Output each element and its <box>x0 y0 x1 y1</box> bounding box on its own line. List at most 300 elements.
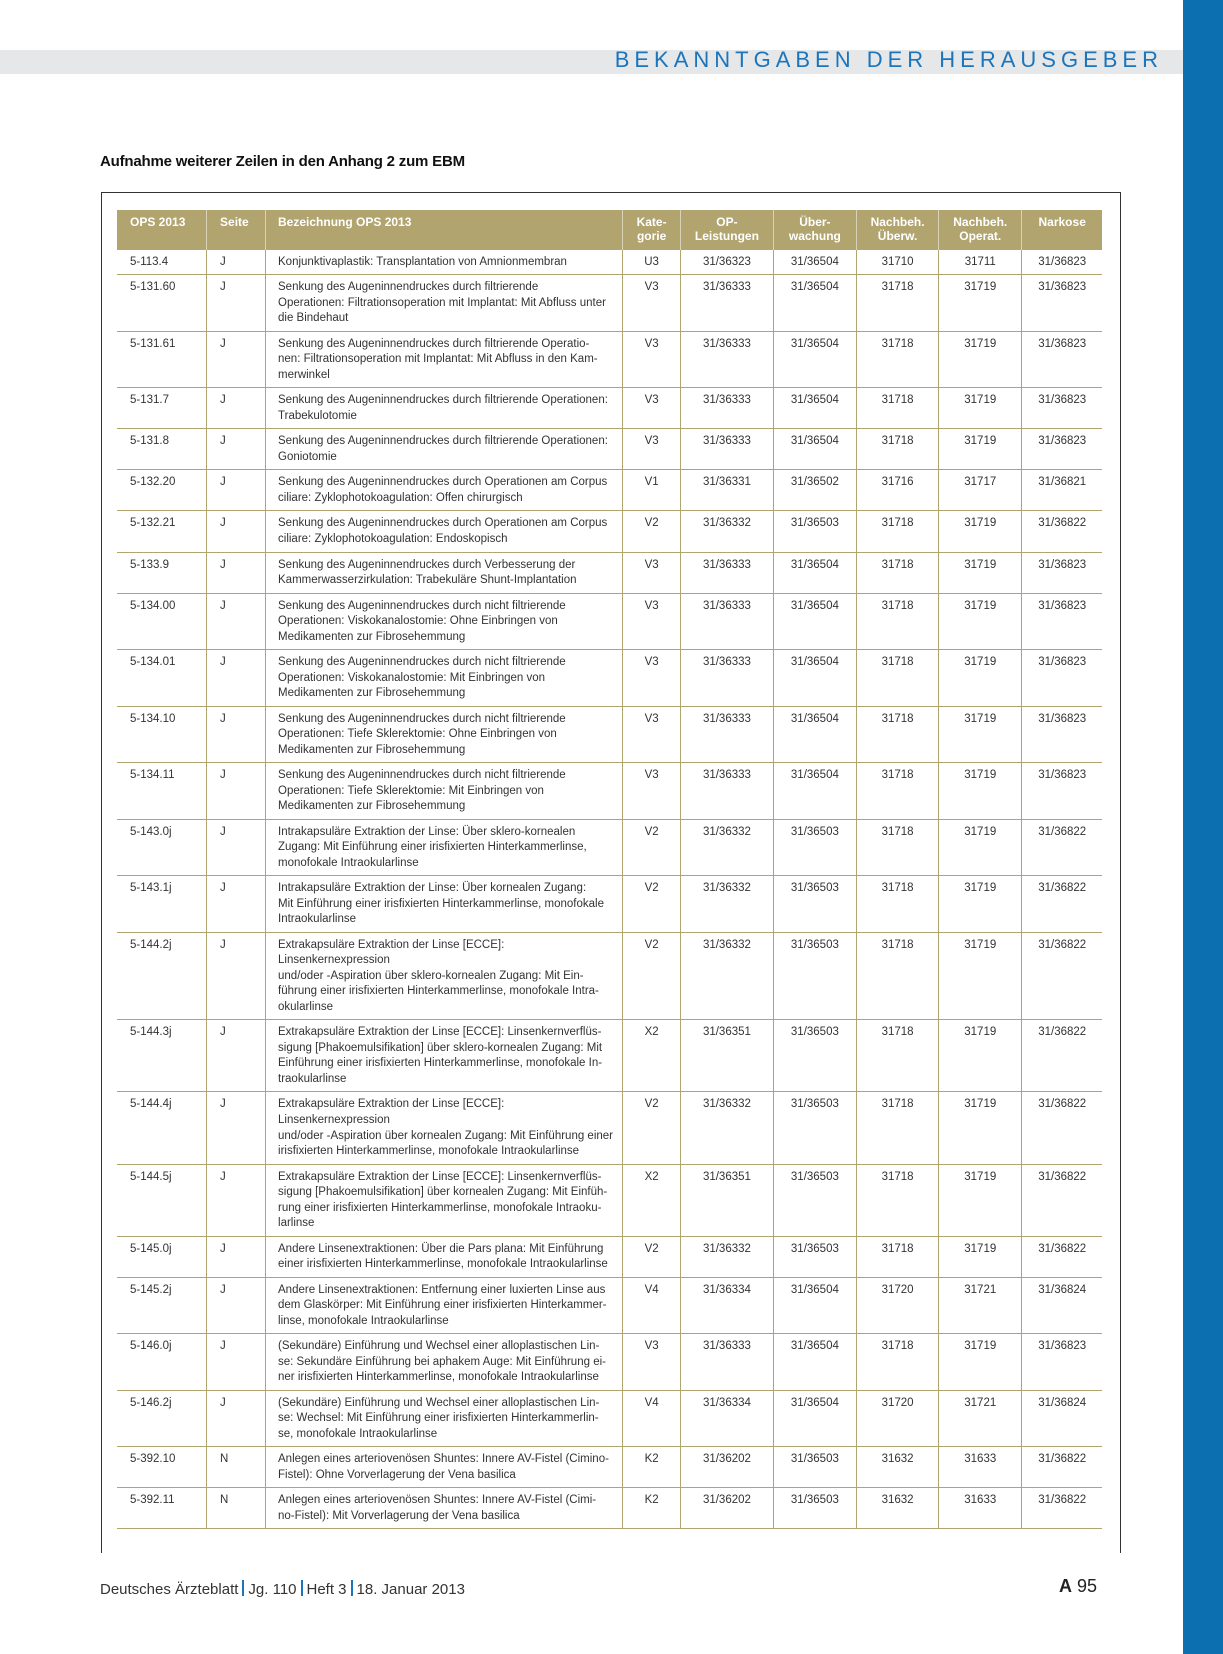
footer-volume: Jg. 110 <box>248 1581 297 1598</box>
cell-nachbeh-operat: 31719 <box>939 1334 1022 1391</box>
bezeichnung-line: Kammerwasserzirkulation: Trabekuläre Shunt-Implantation <box>278 574 577 587</box>
table-body <box>117 250 1102 1529</box>
cell-ops-code: 5-144.4j <box>117 1092 207 1164</box>
column-header-line: Kate- <box>636 215 667 229</box>
cell-ops-code: 5-134.00 <box>117 593 207 650</box>
cell-ops-code: 5-144.5j <box>117 1164 207 1236</box>
cell-nachbeh-ueberw: 31718 <box>857 1164 939 1236</box>
cell-kategorie: V3 <box>623 1334 681 1391</box>
bezeichnung-line: Intrakapsuläre Extraktion der Linse: Über kornealen Zugang: <box>278 882 587 895</box>
bezeichnung-line: monofokale Intraokularlinse <box>278 856 419 869</box>
bezeichnung-line: traokularlinse <box>278 1072 347 1085</box>
cell-seite: J <box>207 593 266 650</box>
table-row <box>117 1236 1102 1277</box>
bezeichnung-line: Medikamenten zur Fibrosehemmung <box>278 800 466 813</box>
cell-op-leistungen: 31/36334 <box>681 1277 774 1334</box>
bezeichnung-line: Goniotomie <box>278 450 337 463</box>
cell-op-leistungen: 31/36331 <box>681 470 774 511</box>
cell-nachbeh-ueberw: 31718 <box>857 876 939 933</box>
cell-op-leistungen: 31/36333 <box>681 763 774 820</box>
bezeichnung-line: Operationen: Tiefe Sklerektomie: Mit Einbringen von <box>278 784 544 797</box>
table-row <box>117 429 1102 470</box>
cell-bezeichnung <box>266 388 623 429</box>
cell-nachbeh-operat: 31719 <box>939 706 1022 763</box>
cell-nachbeh-ueberw: 31716 <box>857 470 939 511</box>
cell-op-leistungen: 31/36202 <box>681 1488 774 1529</box>
cell-nachbeh-ueberw: 31718 <box>857 1020 939 1092</box>
cell-nachbeh-ueberw: 31718 <box>857 331 939 388</box>
cell-bezeichnung <box>266 1164 623 1236</box>
column-header <box>857 210 939 250</box>
cell-ueberwachung: 31/36504 <box>773 429 856 470</box>
column-header <box>117 210 207 250</box>
cell-op-leistungen: 31/36333 <box>681 331 774 388</box>
cell-seite: J <box>207 470 266 511</box>
cell-nachbeh-operat: 31719 <box>939 1092 1022 1164</box>
cell-ueberwachung: 31/36504 <box>773 650 856 707</box>
column-header-line: Überw. <box>877 229 918 244</box>
cell-op-leistungen: 31/36334 <box>681 1390 774 1447</box>
cell-bezeichnung <box>266 1390 623 1447</box>
cell-nachbeh-ueberw: 31718 <box>857 552 939 593</box>
cell-nachbeh-ueberw: 31632 <box>857 1447 939 1488</box>
table-row <box>117 470 1102 511</box>
cell-nachbeh-ueberw: 31718 <box>857 1236 939 1277</box>
cell-op-leistungen: 31/36332 <box>681 1092 774 1164</box>
cell-nachbeh-operat: 31719 <box>939 593 1022 650</box>
bezeichnung-line: einer irisfixierten Hinterkammerlinse, monofokale Intraokularlinse <box>278 1258 608 1271</box>
cell-op-leistungen: 31/36332 <box>681 1236 774 1277</box>
cell-op-leistungen: 31/36332 <box>681 876 774 933</box>
cell-ueberwachung: 31/36504 <box>773 763 856 820</box>
bezeichnung-line: Senkung des Augeninnendruckes durch filtrierende <box>278 281 539 294</box>
bezeichnung-line: rung einer irisfixierten Hinterkammerlinse, monofokale Intraoku- <box>278 1201 602 1214</box>
bezeichnung-line: Intraokularlinse <box>278 913 356 926</box>
cell-narkose: 31/36824 <box>1022 1277 1102 1334</box>
cell-ueberwachung: 31/36503 <box>773 1092 856 1164</box>
cell-seite: J <box>207 1390 266 1447</box>
cell-ueberwachung: 31/36504 <box>773 552 856 593</box>
bezeichnung-line: und/oder -Aspiration über kornealen Zugang: Mit Einführung einer <box>278 1129 613 1142</box>
table-row <box>117 250 1102 275</box>
cell-ueberwachung: 31/36504 <box>773 1334 856 1391</box>
cell-op-leistungen: 31/36333 <box>681 650 774 707</box>
cell-kategorie: V2 <box>623 876 681 933</box>
cell-ueberwachung: 31/36503 <box>773 1488 856 1529</box>
page-number <box>1059 1576 1097 1597</box>
cell-ueberwachung: 31/36502 <box>773 470 856 511</box>
bezeichnung-line: Senkung des Augeninnendruckes durch filtrierende Operatio- <box>278 337 590 350</box>
cell-op-leistungen: 31/36332 <box>681 932 774 1020</box>
cell-nachbeh-ueberw: 31720 <box>857 1390 939 1447</box>
cell-seite: J <box>207 876 266 933</box>
sidebar-color-bar <box>1183 0 1223 1654</box>
table-row <box>117 876 1102 933</box>
cell-seite: J <box>207 511 266 552</box>
cell-kategorie: V4 <box>623 1277 681 1334</box>
cell-narkose: 31/36822 <box>1022 1447 1102 1488</box>
cell-nachbeh-operat: 31633 <box>939 1447 1022 1488</box>
cell-bezeichnung <box>266 331 623 388</box>
bezeichnung-line: dem Glaskörper: Mit Einführung einer irisfixierten Hinterkammer- <box>278 1299 607 1312</box>
cell-kategorie: V3 <box>623 388 681 429</box>
bezeichnung-line: Extrakapsuläre Extraktion der Linse [ECCE]: Linsenkernexpression <box>278 938 505 967</box>
column-header-line: gorie <box>636 229 667 244</box>
table-row <box>117 552 1102 593</box>
bezeichnung-line: merwinkel <box>278 368 330 381</box>
cell-seite: J <box>207 650 266 707</box>
table-row <box>117 593 1102 650</box>
table-row <box>117 1334 1102 1391</box>
bezeichnung-line: ciliare: Zyklophotokoagulation: Offen chirurgisch <box>278 491 523 504</box>
cell-nachbeh-ueberw: 31718 <box>857 593 939 650</box>
cell-bezeichnung <box>266 706 623 763</box>
cell-narkose: 31/36822 <box>1022 1164 1102 1236</box>
table-row <box>117 275 1102 332</box>
cell-ops-code: 5-145.0j <box>117 1236 207 1277</box>
column-header <box>623 210 681 250</box>
bezeichnung-line: Medikamenten zur Fibrosehemmung <box>278 743 466 756</box>
cell-seite: J <box>207 706 266 763</box>
cell-nachbeh-ueberw: 31718 <box>857 275 939 332</box>
cell-ops-code: 5-143.0j <box>117 819 207 876</box>
table-row <box>117 763 1102 820</box>
column-header-line: OP- <box>716 215 738 229</box>
cell-bezeichnung <box>266 819 623 876</box>
footer-journal: Deutsches Ärzteblatt <box>100 1581 239 1598</box>
cell-nachbeh-ueberw: 31718 <box>857 429 939 470</box>
bezeichnung-line: Trabekulotomie <box>278 409 357 422</box>
table-row <box>117 650 1102 707</box>
footer-separator <box>242 1580 244 1596</box>
cell-narkose: 31/36822 <box>1022 1020 1102 1092</box>
cell-narkose: 31/36822 <box>1022 1488 1102 1529</box>
bezeichnung-line: Medikamenten zur Fibrosehemmung <box>278 687 466 700</box>
cell-kategorie: V2 <box>623 1092 681 1164</box>
cell-narkose: 31/36822 <box>1022 511 1102 552</box>
column-header-line: Narkose <box>1038 215 1086 229</box>
cell-bezeichnung <box>266 763 623 820</box>
table-row <box>117 1164 1102 1236</box>
cell-nachbeh-ueberw: 31718 <box>857 932 939 1020</box>
cell-narkose: 31/36821 <box>1022 470 1102 511</box>
bezeichnung-line: larlinse <box>278 1217 315 1230</box>
cell-bezeichnung <box>266 876 623 933</box>
cell-narkose: 31/36822 <box>1022 819 1102 876</box>
cell-narkose: 31/36823 <box>1022 593 1102 650</box>
bezeichnung-line: (Sekundäre) Einführung und Wechsel einer alloplastischen Lin- <box>278 1340 600 1353</box>
cell-narkose: 31/36823 <box>1022 650 1102 707</box>
table-row <box>117 331 1102 388</box>
cell-ops-code: 5-132.21 <box>117 511 207 552</box>
bezeichnung-line: Operationen: Tiefe Sklerektomie: Ohne Einbringen von <box>278 728 557 741</box>
cell-ueberwachung: 31/36504 <box>773 1390 856 1447</box>
table-row <box>117 819 1102 876</box>
cell-nachbeh-operat: 31719 <box>939 819 1022 876</box>
cell-nachbeh-operat: 31719 <box>939 932 1022 1020</box>
cell-seite: J <box>207 388 266 429</box>
footer <box>100 1580 465 1598</box>
table-row <box>117 706 1102 763</box>
cell-bezeichnung <box>266 1277 623 1334</box>
bezeichnung-line: Fistel): Ohne Vorverlagerung der Vena basilica <box>278 1468 516 1481</box>
bezeichnung-line: se: Sekundäre Einführung bei aphakem Auge: Mit Einführung ei- <box>278 1355 606 1368</box>
bezeichnung-line: Extrakapsuläre Extraktion der Linse [ECCE]: Linsenkernexpression <box>278 1098 505 1126</box>
bezeichnung-line: no-Fistel): Mit Vorverlagerung der Vena basilica <box>278 1509 520 1522</box>
cell-narkose: 31/36822 <box>1022 1236 1102 1277</box>
bezeichnung-line: Senkung des Augeninnendruckes durch Operationen am Corpus <box>278 476 608 489</box>
cell-kategorie: V3 <box>623 706 681 763</box>
bezeichnung-line: Senkung des Augeninnendruckes durch nicht filtrierende <box>278 599 566 612</box>
bezeichnung-line: Senkung des Augeninnendruckes durch filtrierende Operationen: <box>278 394 608 407</box>
cell-narkose: 31/36823 <box>1022 763 1102 820</box>
bezeichnung-line: irisfixierten Hinterkammerlinse, monofokale Intraokularlinse <box>278 1145 580 1158</box>
cell-kategorie: V3 <box>623 650 681 707</box>
bezeichnung-line: Anlegen eines arteriovenösen Shuntes: Innere AV-Fistel (Cimi- <box>278 1494 597 1507</box>
column-header <box>773 210 856 250</box>
cell-ueberwachung: 31/36504 <box>773 275 856 332</box>
bezeichnung-line: führung einer irisfixierten Hinterkammerlinse, monofokale Intra- <box>278 985 599 998</box>
cell-narkose: 31/36823 <box>1022 275 1102 332</box>
cell-seite: J <box>207 250 266 275</box>
cell-kategorie: V2 <box>623 819 681 876</box>
cell-op-leistungen: 31/36333 <box>681 593 774 650</box>
cell-kategorie: V2 <box>623 511 681 552</box>
cell-ops-code: 5-392.10 <box>117 1447 207 1488</box>
cell-bezeichnung <box>266 1334 623 1391</box>
cell-nachbeh-operat: 31721 <box>939 1277 1022 1334</box>
cell-ops-code: 5-133.9 <box>117 552 207 593</box>
cell-op-leistungen: 31/36332 <box>681 819 774 876</box>
bezeichnung-line: Senkung des Augeninnendruckes durch filtrierende Operationen: <box>278 435 608 448</box>
column-header-line: Operat. <box>959 229 1002 244</box>
cell-narkose: 31/36823 <box>1022 552 1102 593</box>
cell-kategorie: V3 <box>623 763 681 820</box>
cell-kategorie: V3 <box>623 331 681 388</box>
table-frame-top <box>101 192 1121 193</box>
column-header-line: Nachbeh. <box>953 215 1008 229</box>
bezeichnung-line: se: Wechsel: Mit Einführung einer irisfixierten Hinterkammerlin- <box>278 1412 599 1425</box>
bezeichnung-line: Andere Linsenextraktionen: Über die Pars plana: Mit Einführung <box>278 1242 604 1255</box>
bezeichnung-line: sigung [Phakoemulsifikation] über sklero-kornealen Zugang: Mit <box>278 1041 603 1054</box>
cell-ueberwachung: 31/36503 <box>773 1447 856 1488</box>
bezeichnung-line: Operationen: Filtrationsoperation mit Implantat: Mit Abfluss unter <box>278 296 606 309</box>
cell-seite: J <box>207 819 266 876</box>
column-header <box>939 210 1022 250</box>
footer-date: 18. Januar 2013 <box>356 1581 465 1598</box>
cell-kategorie: X2 <box>623 1164 681 1236</box>
bezeichnung-line: Extrakapsuläre Extraktion der Linse [ECCE]: Linsenkernverflüs- <box>278 1170 602 1183</box>
cell-bezeichnung <box>266 1020 623 1092</box>
cell-op-leistungen: 31/36333 <box>681 706 774 763</box>
cell-bezeichnung <box>266 275 623 332</box>
cell-ops-code: 5-392.11 <box>117 1488 207 1529</box>
table-frame-right <box>1120 192 1121 1553</box>
cell-narkose: 31/36823 <box>1022 429 1102 470</box>
cell-ueberwachung: 31/36504 <box>773 593 856 650</box>
cell-bezeichnung <box>266 429 623 470</box>
cell-seite: J <box>207 763 266 820</box>
bezeichnung-line: Intrakapsuläre Extraktion der Linse: Über sklero-kornealen <box>278 825 576 838</box>
cell-narkose: 31/36822 <box>1022 876 1102 933</box>
cell-nachbeh-operat: 31719 <box>939 763 1022 820</box>
cell-seite: J <box>207 1236 266 1277</box>
section-label: BEKANNTGABEN DER HERAUSGEBER <box>614 47 1163 72</box>
cell-ops-code: 5-144.2j <box>117 932 207 1020</box>
cell-op-leistungen: 31/36323 <box>681 250 774 275</box>
cell-kategorie: V2 <box>623 932 681 1020</box>
bezeichnung-line: okularlinse <box>278 1000 333 1013</box>
cell-bezeichnung <box>266 552 623 593</box>
cell-nachbeh-ueberw: 31718 <box>857 819 939 876</box>
bezeichnung-line: Andere Linsenextraktionen: Entfernung einer luxierten Linse aus <box>278 1283 606 1296</box>
bezeichnung-line: und/oder -Aspiration über sklero-kornealen Zugang: Mit Ein- <box>278 969 584 982</box>
table-row <box>117 1020 1102 1092</box>
cell-bezeichnung <box>266 1447 623 1488</box>
cell-ueberwachung: 31/36503 <box>773 1164 856 1236</box>
bezeichnung-line: se, monofokale Intraokularlinse <box>278 1427 438 1440</box>
cell-seite: J <box>207 932 266 1020</box>
column-header <box>681 210 774 250</box>
cell-nachbeh-operat: 31719 <box>939 331 1022 388</box>
cell-kategorie: X2 <box>623 1020 681 1092</box>
cell-nachbeh-operat: 31719 <box>939 511 1022 552</box>
cell-kategorie: V1 <box>623 470 681 511</box>
cell-nachbeh-ueberw: 31718 <box>857 650 939 707</box>
column-header-line: Seite <box>220 215 249 229</box>
bezeichnung-line: (Sekundäre) Einführung und Wechsel einer alloplastischen Lin- <box>278 1396 600 1409</box>
cell-bezeichnung <box>266 511 623 552</box>
bezeichnung-line: Mit Einführung einer irisfixierten Hinterkammerlinse, monofokale <box>278 897 604 910</box>
cell-seite: J <box>207 1092 266 1164</box>
table-row <box>117 932 1102 1020</box>
table-row <box>117 511 1102 552</box>
column-header <box>207 210 266 250</box>
document-heading: Aufnahme weiterer Zeilen in den Anhang 2 zum EBM <box>100 153 465 170</box>
cell-ops-code: 5-146.2j <box>117 1390 207 1447</box>
table-row <box>117 388 1102 429</box>
bezeichnung-line: Konjunktivaplastik: Transplantation von Amnionmembran <box>278 255 567 268</box>
cell-op-leistungen: 31/36333 <box>681 552 774 593</box>
bezeichnung-line: Senkung des Augeninnendruckes durch nicht filtrierende <box>278 769 566 782</box>
cell-narkose: 31/36824 <box>1022 1390 1102 1447</box>
cell-ops-code: 5-145.2j <box>117 1277 207 1334</box>
cell-nachbeh-operat: 31719 <box>939 552 1022 593</box>
cell-op-leistungen: 31/36202 <box>681 1447 774 1488</box>
cell-narkose: 31/36823 <box>1022 1334 1102 1391</box>
cell-ops-code: 5-146.0j <box>117 1334 207 1391</box>
cell-nachbeh-ueberw: 31632 <box>857 1488 939 1529</box>
cell-nachbeh-ueberw: 31718 <box>857 706 939 763</box>
column-header-line: wachung <box>788 229 841 244</box>
bezeichnung-line: linse, monofokale Intraokularlinse <box>278 1314 449 1327</box>
cell-bezeichnung <box>266 1236 623 1277</box>
cell-ueberwachung: 31/36503 <box>773 511 856 552</box>
cell-nachbeh-ueberw: 31718 <box>857 511 939 552</box>
column-header-line: Bezeichnung OPS 2013 <box>278 215 412 229</box>
cell-nachbeh-operat: 31717 <box>939 470 1022 511</box>
cell-kategorie: V3 <box>623 275 681 332</box>
page-prefix: A <box>1058 1576 1072 1596</box>
cell-seite: J <box>207 331 266 388</box>
bezeichnung-line: sigung [Phakoemulsifikation] über kornealen Zugang: Mit Einfüh- <box>278 1186 608 1199</box>
cell-ueberwachung: 31/36503 <box>773 1020 856 1092</box>
bezeichnung-line: die Bindehaut <box>278 312 349 325</box>
bezeichnung-line: Anlegen eines arteriovenösen Shuntes: Innere AV-Fistel (Cimino- <box>278 1453 609 1466</box>
cell-ops-code: 5-132.20 <box>117 470 207 511</box>
bezeichnung-line: ner irisfixierten Hinterkammerlinse, monofokale Intraokularlinse <box>278 1371 599 1384</box>
bezeichnung-line: Einführung einer irisfixierten Hinterkammerlinse, monofokale In- <box>278 1057 603 1070</box>
cell-op-leistungen: 31/36351 <box>681 1020 774 1092</box>
cell-narkose: 31/36823 <box>1022 331 1102 388</box>
cell-seite: J <box>207 552 266 593</box>
cell-nachbeh-operat: 31633 <box>939 1488 1022 1529</box>
cell-kategorie: V3 <box>623 552 681 593</box>
cell-ops-code: 5-131.60 <box>117 275 207 332</box>
cell-nachbeh-operat: 31711 <box>939 250 1022 275</box>
cell-nachbeh-ueberw: 31718 <box>857 1334 939 1391</box>
cell-bezeichnung <box>266 650 623 707</box>
cell-narkose: 31/36823 <box>1022 706 1102 763</box>
cell-seite: J <box>207 1334 266 1391</box>
cell-ueberwachung: 31/36504 <box>773 706 856 763</box>
bezeichnung-line: Zugang: Mit Einführung einer irisfixierten Hinterkammerlinse, <box>278 841 587 854</box>
cell-nachbeh-operat: 31719 <box>939 275 1022 332</box>
page-number-value: 95 <box>1076 1576 1097 1596</box>
table-row <box>117 1390 1102 1447</box>
cell-op-leistungen: 31/36333 <box>681 429 774 470</box>
cell-narkose: 31/36823 <box>1022 250 1102 275</box>
footer-separator <box>301 1580 303 1596</box>
cell-nachbeh-ueberw: 31720 <box>857 1277 939 1334</box>
ebm-table <box>117 210 1102 1529</box>
cell-nachbeh-ueberw: 31718 <box>857 763 939 820</box>
bezeichnung-line: Senkung des Augeninnendruckes durch nicht filtrierende <box>278 656 566 669</box>
cell-kategorie: K2 <box>623 1488 681 1529</box>
cell-seite: J <box>207 429 266 470</box>
cell-nachbeh-operat: 31719 <box>939 1020 1022 1092</box>
column-header-line: Über- <box>799 215 831 229</box>
cell-ueberwachung: 31/36504 <box>773 250 856 275</box>
bezeichnung-line: Medikamenten zur Fibrosehemmung <box>278 630 466 643</box>
cell-nachbeh-operat: 31719 <box>939 876 1022 933</box>
cell-seite: J <box>207 1164 266 1236</box>
column-header-line: OPS 2013 <box>130 215 186 229</box>
cell-nachbeh-operat: 31721 <box>939 1390 1022 1447</box>
cell-nachbeh-operat: 31719 <box>939 429 1022 470</box>
cell-nachbeh-ueberw: 31718 <box>857 388 939 429</box>
column-header <box>1022 210 1102 250</box>
cell-nachbeh-operat: 31719 <box>939 1164 1022 1236</box>
cell-bezeichnung <box>266 470 623 511</box>
bezeichnung-line: Operationen: Viskokanalostomie: Mit Einbringen von <box>278 671 546 684</box>
cell-seite: J <box>207 1020 266 1092</box>
cell-ueberwachung: 31/36504 <box>773 388 856 429</box>
cell-ueberwachung: 31/36503 <box>773 1236 856 1277</box>
cell-ops-code: 5-131.8 <box>117 429 207 470</box>
cell-ops-code: 5-143.1j <box>117 876 207 933</box>
cell-ops-code: 5-134.11 <box>117 763 207 820</box>
cell-kategorie: V3 <box>623 429 681 470</box>
bezeichnung-line: ciliare: Zyklophotokoagulation: Endoskopisch <box>278 533 508 545</box>
cell-narkose: 31/36822 <box>1022 1092 1102 1164</box>
table-row <box>117 1277 1102 1334</box>
bezeichnung-line: Senkung des Augeninnendruckes durch nicht filtrierende <box>278 712 566 725</box>
bezeichnung-line: Operationen: Viskokanalostomie: Ohne Einbringen von <box>278 615 558 628</box>
table-frame-left <box>101 192 102 1553</box>
cell-op-leistungen: 31/36333 <box>681 275 774 332</box>
cell-bezeichnung <box>266 932 623 1020</box>
